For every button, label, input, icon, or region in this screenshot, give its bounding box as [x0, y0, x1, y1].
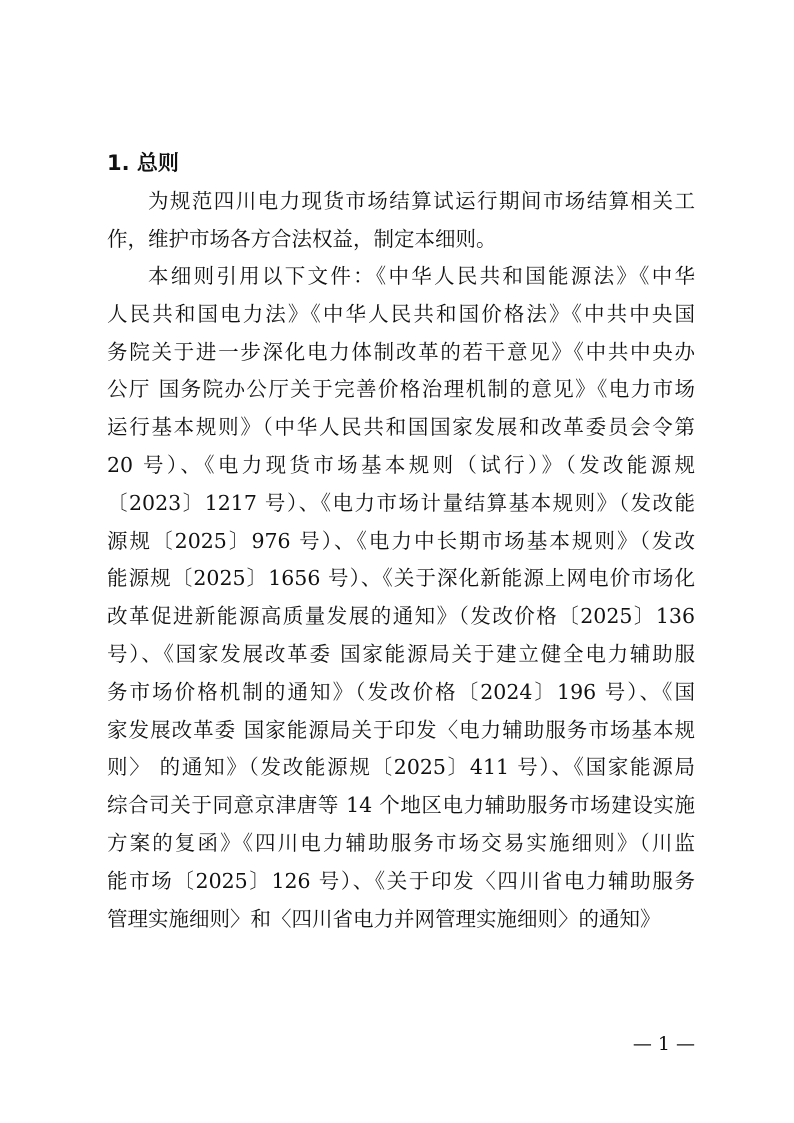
- paragraph-line: 方案的复函》《四川电力辅助服务市场交易实施细则》（川监: [107, 830, 695, 855]
- paragraph-line: 〔2023〕1217 号）、《电力市场计量结算基本规则》（发改能: [107, 490, 695, 515]
- paragraph-line: 改革促进新能源高质量发展的通知》（发改价格〔2025〕136: [107, 604, 695, 629]
- paragraph-line: 务市场价格机制的通知》（发改价格〔2024〕196 号）、《国: [107, 679, 695, 704]
- paragraph-line: 管理实施细则〉和〈四川省电力并网管理实施细则〉的通知》: [107, 906, 661, 931]
- paragraph-line: 人民共和国电力法》《中华人民共和国价格法》《中共中央国: [107, 301, 695, 326]
- paragraph-line: 综合司关于同意京津唐等 14 个地区电力辅助服务市场建设实施: [107, 793, 695, 818]
- page-number: — 1 —: [632, 1033, 695, 1055]
- paragraph-line: 20 号）、《电力现货市场基本规则（试行）》（发改能源规: [107, 452, 695, 477]
- paragraph-line: 本细则引用以下文件：《中华人民共和国能源法》《中华: [148, 264, 695, 288]
- paragraph-line: 则〉 的通知》（发改能源规〔2025〕411 号）、《国家能源局: [107, 755, 695, 780]
- paragraph-line: 务院关于进一步深化电力体制改革的若干意见》《中共中央办: [107, 339, 695, 364]
- paragraph-line: 为规范四川电力现货市场结算试运行期间市场结算相关工: [148, 189, 695, 213]
- paragraph-line: 源规〔2025〕976 号）、《电力中长期市场基本规则》（发改: [107, 528, 695, 553]
- paragraph-line: 家发展改革委 国家能源局关于印发〈电力辅助服务市场基本规: [107, 717, 695, 742]
- paragraph-line: 能市场〔2025〕126 号）、《关于印发〈四川省电力辅助服务: [107, 868, 695, 893]
- paragraph-line: 能源规〔2025〕1656 号）、《关于深化新能源上网电价市场化: [107, 566, 695, 591]
- paragraph-line: 公厅 国务院办公厅关于完善价格治理机制的意见》《电力市场: [107, 377, 695, 402]
- paragraph-purpose: [107, 183, 695, 259]
- paragraph-line: 运行基本规则》（中华人民共和国国家发展和改革委员会令第: [107, 415, 695, 440]
- paragraph-line: 号）、《国家发展改革委 国家能源局关于建立健全电力辅助服: [107, 641, 695, 666]
- paragraph-line: 作，维护市场各方合法权益，制定本细则。: [107, 226, 497, 251]
- section-heading: 1. 总则: [107, 151, 179, 175]
- paragraph-references: [107, 258, 695, 938]
